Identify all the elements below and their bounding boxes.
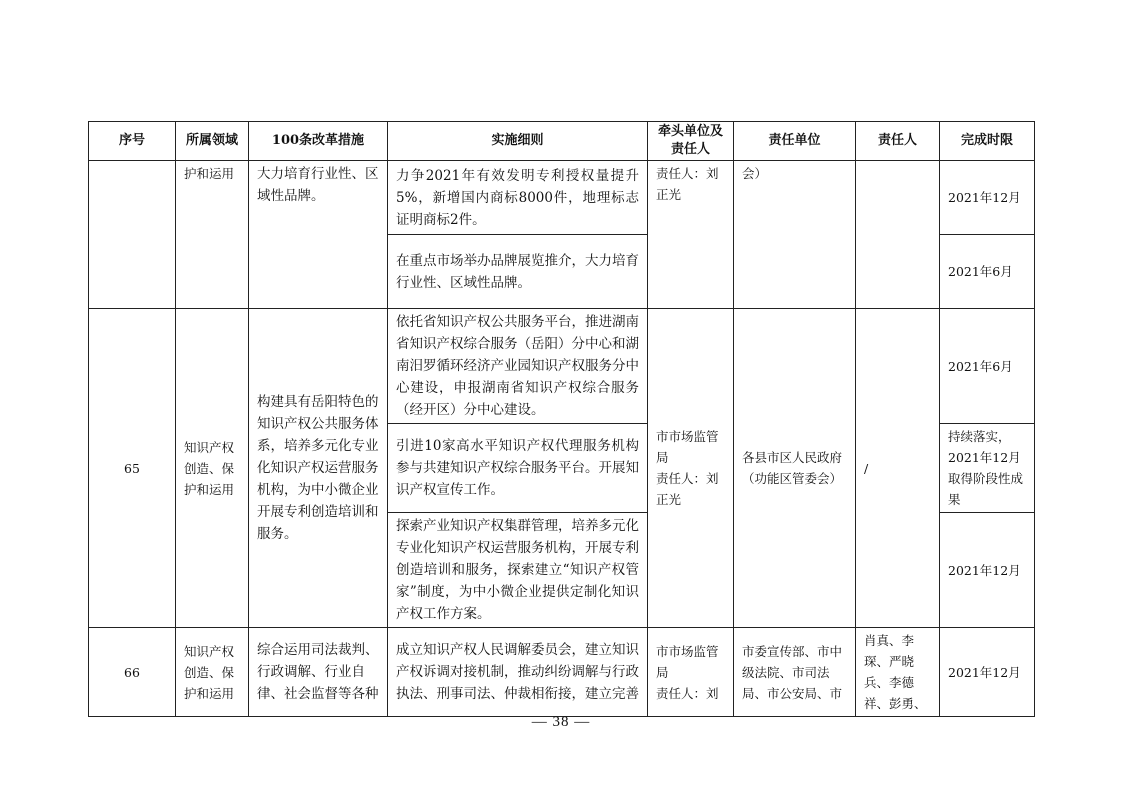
header-domain: 所属领域 — [176, 122, 249, 161]
table-row — [89, 309, 1035, 424]
table-row — [89, 628, 1035, 717]
detail-cell: 在重点市场举办品牌展览推介，大力培育行业性、区域性品牌。 — [388, 235, 648, 309]
table-row — [89, 161, 1035, 235]
page-number: — 38 — — [531, 714, 591, 730]
lead-cell: 市市场监管局 责任人：刘正光 — [648, 309, 734, 628]
resp-person-cell — [856, 161, 940, 309]
seq-cell — [89, 161, 176, 309]
domain-cell: 知识产权创造、保护和运用 — [176, 309, 249, 628]
resp-person-cell: / — [856, 309, 940, 628]
detail-cell: 成立知识产权人民调解委员会，建立知识产权诉调对接机制，推动纠纷调解与行政执法、刑事司法、仲裁相衔接，建立完善 — [388, 628, 648, 717]
header-resp-unit: 责任单位 — [734, 122, 856, 161]
deadline-cell: 持续落实，2021年12月取得阶段性成果 — [940, 424, 1035, 513]
header-seq: 序号 — [89, 122, 176, 161]
header-detail: 实施细则 — [388, 122, 648, 161]
domain-cell: 护和运用 — [176, 161, 249, 309]
detail-cell: 依托省知识产权公共服务平台，推进湖南省知识产权综合服务（岳阳）分中心和湖南汨罗循环经济产业园知识产权服务分中心建设，申报湖南省知识产权综合服务（经开区）分中心建设。 — [388, 309, 648, 424]
domain-cell: 知识产权创造、保护和运用 — [176, 628, 249, 717]
resp-unit-cell: 市委宣传部、市中级法院、市司法局、市公安局、市 — [734, 628, 856, 717]
deadline-cell: 2021年12月 — [940, 628, 1035, 717]
detail-cell: 探索产业知识产权集群管理，培养多元化专业化知识产权运营服务机构，开展专利创造培训和服务，探索建立“知识产权管家”制度，为中小微企业提供定制化知识产权工作方案。 — [388, 513, 648, 628]
detail-cell: 力争2021年有效发明专利授权量提升5%，新增国内商标8000件，地理标志证明商标2件。 — [388, 161, 648, 235]
resp-unit-cell: 各县市区人民政府（功能区管委会） — [734, 309, 856, 628]
resp-unit-cell: 会） — [734, 161, 856, 309]
deadline-cell: 2021年12月 — [940, 161, 1035, 235]
seq-cell: 66 — [89, 628, 176, 717]
deadline-cell: 2021年6月 — [940, 309, 1035, 424]
deadline-cell: 2021年12月 — [940, 513, 1035, 628]
detail-cell: 引进10家高水平知识产权代理服务机构参与共建知识产权综合服务平台。开展知识产权宣传工作。 — [388, 424, 648, 513]
measure-cell: 大力培育行业性、区域性品牌。 — [249, 161, 388, 309]
header-measure: 100条改革措施 — [249, 122, 388, 161]
header-deadline: 完成时限 — [940, 122, 1035, 161]
header-lead: 牵头单位及责任人 — [648, 122, 734, 161]
table-header-row — [89, 122, 1035, 161]
reform-measures-table — [88, 121, 1035, 717]
header-resp-person: 责任人 — [856, 122, 940, 161]
lead-cell: 市市场监管局 责任人：刘 — [648, 628, 734, 717]
measure-cell: 构建具有岳阳特色的知识产权公共服务体系，培养多元化专业化知识产权运营服务机构，为中小微企业开展专利创造培训和服务。 — [249, 309, 388, 628]
resp-person-cell: 肖真、李琛、严晓兵、李德祥、彭勇、 — [856, 628, 940, 717]
seq-cell: 65 — [89, 309, 176, 628]
deadline-cell: 2021年6月 — [940, 235, 1035, 309]
lead-cell: 责任人：刘正光 — [648, 161, 734, 309]
measure-cell: 综合运用司法裁判、行政调解、行业自律、社会监督等各种 — [249, 628, 388, 717]
